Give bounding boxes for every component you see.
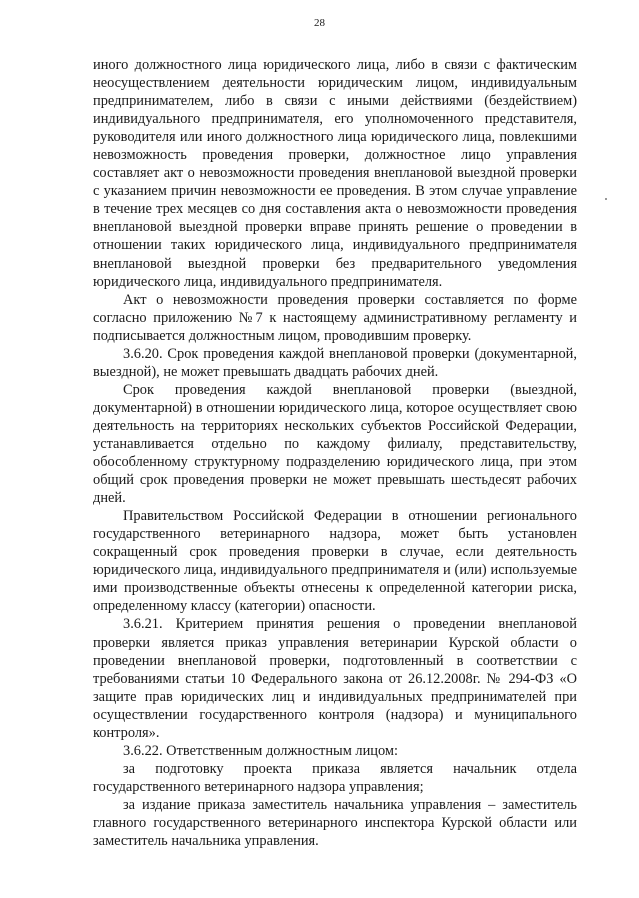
paragraph-3-6-22: 3.6.22. Ответственным должностным лицом: (123, 742, 399, 759)
paragraph-order-issue: за издание приказа заместитель начальника управления – заместитель главного государственного ветеринарного инспектора Курской области или заместитель начальника управления. (93, 796, 577, 850)
paragraph-government-reduced-term: Правительством Российской Федерации в отношении регионального государственного ветеринарного надзора, может быть установлен сокращенный срок проведения проверки в случае, если деятельность юридического лица, индивидуального предпринимателя и (или) используемые ими производственные объекты отнесены к определенной категории риска, определенному классу (категории) опасности. (93, 508, 577, 615)
paragraph-continuation: иного должностного лица юридического лица, либо в связи с фактическим неосуществлением деятельности юридическим лицом, индивидуальным предпринимателем, либо в связи с иными действиями (бездействием) индивидуального предпринимателя, его уполномоченного представителя, руководителя или иного должностного лица юридического лица, повлекшими невозможность проведения проверки, должностное лицо управления составляет акт о невозможности проведения внеплановой выездной проверки с указанием причин невозможности ее проведения. В этом случае управление в течение трех месяцев со дня составления акта о невозможности проведения внеплановой выездной проверки вправе принять решение о проведении в отношении таких юридического лица, индивидуального предпринимателя внеплановой выездной проверки без предварительного уведомления юридического лица, индивидуального предпринимателя. (93, 57, 577, 290)
scan-speck (605, 198, 607, 200)
paragraph-act-form: Акт о невозможности проведения проверки составляется по форме согласно приложению №7 к настоящему административному регламенту и подписывается должностным лицом, проводившим проверку. (93, 291, 577, 344)
paragraph-3-6-21: 3.6.21. Критерием принятия решения о проведении внеплановой проверки является приказ управления ветеринарии Курской области о проведении внеплановой проверки, подготовленный в соответствии с требованиями статьи 10 Федерального закона от 26.12.2008г. № 294-ФЗ «О защите прав юридических лиц и индивидуальных предпринимателей при осуществлении государственного контроля (надзора) и муниципального контроля». (93, 616, 577, 741)
paragraph-multi-region-term: Срок проведения каждой внеплановой проверки (выездной, документарной) в отношении юридического лица, которое осуществляет свою деятельность на территориях нескольких субъектов Российской Федерации, устанавливается отдельно по каждому филиалу, представительству, обособленному структурному подразделению юридического лица, при этом общий срок проведения проверки не может превышать шестьдесят рабочих дней. (93, 381, 577, 507)
page-number: 28 (314, 17, 325, 29)
paragraph-order-preparation: за подготовку проекта приказа является начальник отдела государственного ветеринарного надзора управления; (93, 760, 577, 795)
paragraph-3-6-20: 3.6.20. Срок проведения каждой внеплановой проверки (документарной, выездной), не может превышать двадцать рабочих дней. (93, 345, 577, 380)
body-text (93, 56, 577, 850)
